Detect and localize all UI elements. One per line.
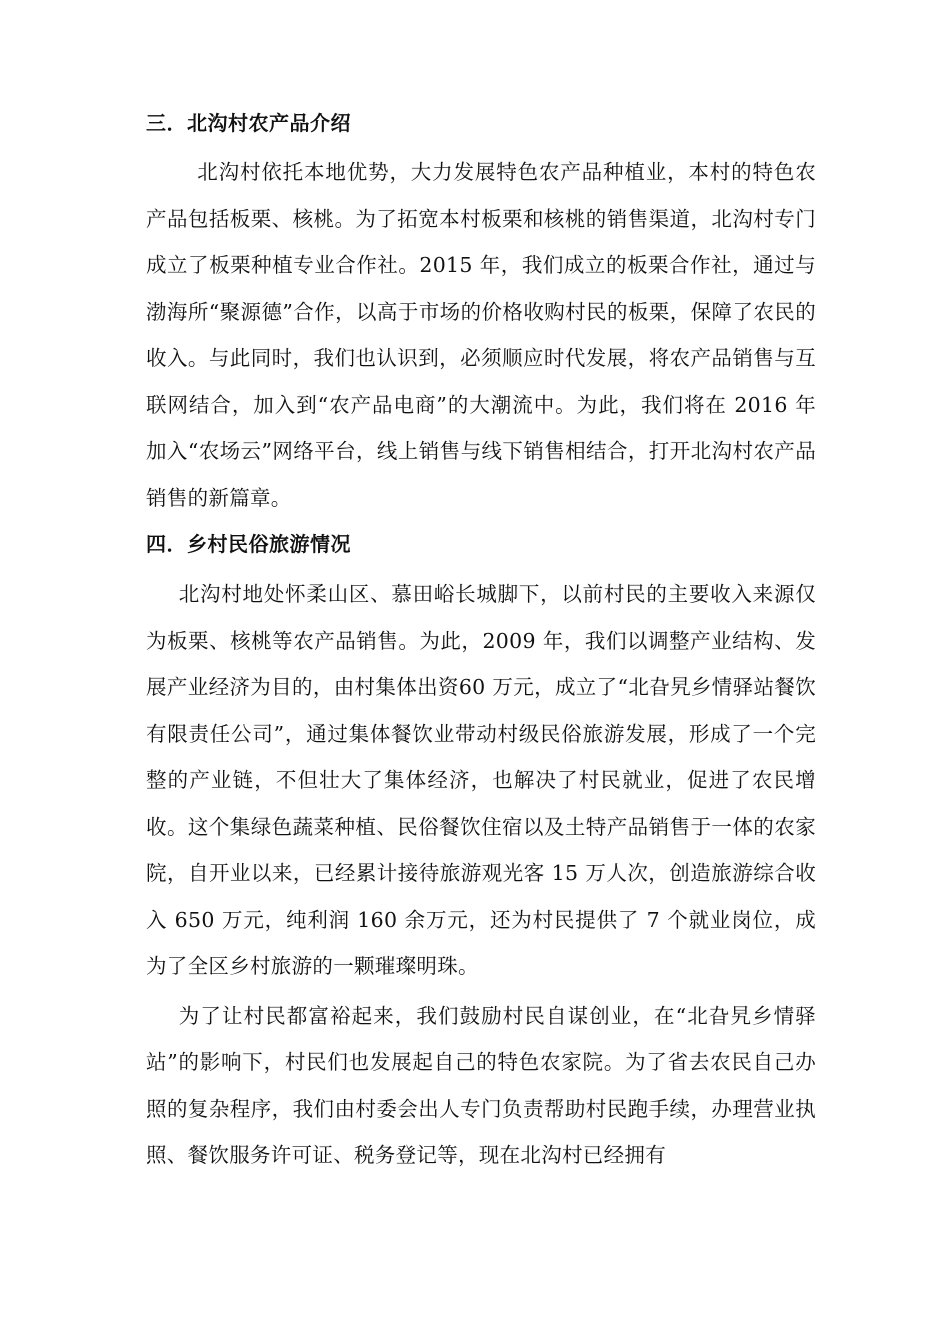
section-heading-folk-tourism: 四．乡村民俗旅游情况: [146, 532, 351, 556]
document-body: [146, 98, 816, 1179]
section-heading-agricultural-products: 三．北沟村农产品介绍: [146, 111, 351, 135]
paragraph-folk-tourism-entrepreneurship: 为了让村民都富裕起来，我们鼓励村民自谋创业，在“北旮旯乡情驿站”的影响下，村民们也发展起自己的特色农家院。为了省去农民自己办照的复杂程序，我们由村委会出人专门负责帮助村民跑手续，办理营业执照、餐饮服务许可证、税务登记等，现在北沟村已经拥有: [146, 1003, 816, 1167]
paragraph-agricultural-products: 北沟村依托本地优势，大力发展特色农产品种植业，本村的特色农产品包括板栗、核桃。为了拓宽本村板栗和核桃的销售渠道，北沟村专门成立了板栗种植专业合作社。2015 年，我们成立的板栗合作社，通过与渤海所“聚源德”合作，以高于市场的价格收购村民的板栗，保障了农民的收入。与此同时，我们也认识到，必须顺应时代发展，将农产品销售与互联网结合，加入到“农产品电商”的大潮流中。为此，我们将在 2016 年加入“农场云”网络平台，线上销售与线下销售相结合，打开北沟村农产品销售的新篇章。: [146, 160, 816, 510]
paragraph-folk-tourism-overview: 北沟村地处怀柔山区、慕田峪长城脚下，以前村民的主要收入来源仅为板栗、核桃等农产品销售。为此，2009 年，我们以调整产业结构、发展产业经济为目的，由村集体出资60 万元，成立了“北旮旯乡情驿站餐饮有限责任公司”，通过集体餐饮业带动村级民俗旅游发展，形成了一个完整的产业链，不但壮大了集体经济，也解决了村民就业，促进了农民增收。这个集绿色蔬菜种植、民俗餐饮住宿以及土特产品销售于一体的农家院，自开业以来，已经累计接待旅游观光客 15 万人次，创造旅游综合收入 650 万元，纯利润 160 余万元，还为村民提供了 7 个就业岗位，成为了全区乡村旅游的一颗璀璨明珠。: [146, 582, 816, 978]
